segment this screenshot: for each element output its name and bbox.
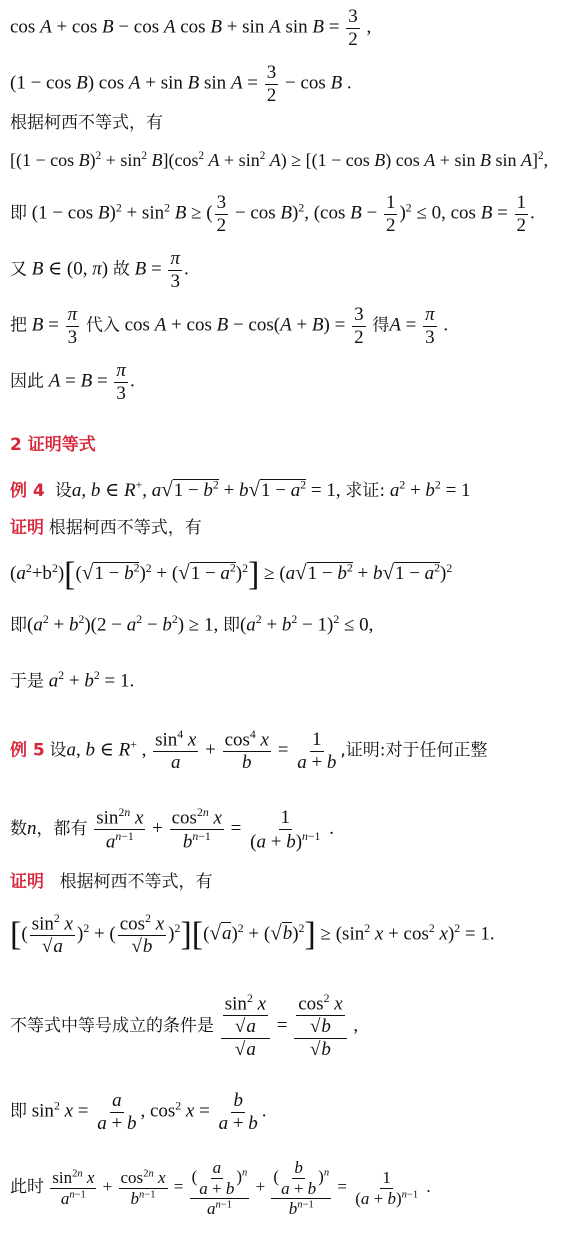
equation-line-7: 把 B = $\frac{\pi}{3}$ 代入 cos A + cos B − cos(A + B) = $\frac{3}{2}$ 得A = $\frac{\pi}{3}$ .	[10, 304, 449, 348]
equation-line-1: cos A + cos B − cos A cos B + sin A sin B = $\frac{3}{2}$ ,	[10, 6, 372, 50]
proof-2-line-5: 此时 $\frac{\sin^{2n} x}{a^{n-1}}$ + $\frac{\cos^{2n} x}{b^{n-1}}$ = ( $\frac{a}{a + b}$ )$^n$ $a^{n-1}$ + ( $\frac{b}{a + b}$ )$^n$ $b^{n-1}$ = $\frac{1}{(a + b)^{n-1}}$ .	[10, 1158, 431, 1219]
proof-1-intro: 证明 根据柯西不等式，有	[10, 518, 202, 538]
text-line-3: 根据柯西不等式，有	[10, 113, 163, 133]
proof-2-line-3: 不等式中等号成立的条件是 $\frac{\frac{\sin^2 x}{√a}}{√a}$ = $\frac{\frac{\cos^2 x}{√b}}{√b}$ ,	[10, 992, 359, 1061]
equation-line-5: 即 $(1 - \cos B)^2 + \sin^2 B$ ≥ ( $\frac{3}{2}$ − cos B)$^2$, (cos B − $\frac{1}{2}$ )$^2$ ≤ 0, cos B = $\frac{1}{2}$ .	[10, 192, 535, 236]
proof-1-line-2: $(a^2+b^2)[(√1 - b^2)^2 + (√1 - a^2)^2] \ge (a√1 - b^2 + b√1 - a^2)^2$	[10, 556, 453, 593]
proof-2-intro: 证明 根据柯西不等式，有	[10, 872, 213, 892]
proof-2-line-2: [( $\frac{\sin^2 x}{√a}$ )$^2$ + ( $\frac{\cos^2 x}{√b}$ )$^2][(√a)^2 + (√b)^2] \ge (\sin^2$ $x + \cos^2 x)^2 = 1$.	[10, 912, 495, 958]
proof-2-line-4: 即 $\sin^2 x$ = $\frac{a}{a + b}$ , $\cos^2 x$ = $\frac{b}{a + b}$ .	[10, 1090, 267, 1134]
example-5-continued: 数n，都有 $\frac{\sin^{2n} x}{a^{n-1}}$ + $\frac{\cos^{2n} x}{b^{n-1}}$ = $\frac{1}{(a + b)^{n-1}}$ .	[10, 806, 334, 853]
example-5-label: 例 5	[10, 740, 45, 761]
equation-line-4: $[(1 - \cos B)^2 + \sin^2 B](\cos^2$ $A + \sin^2 A) \ge [(1 - \cos B)$ cos A + sin B sin A]$^2$,	[10, 150, 549, 170]
equation-line-2: (1 − cos B) cos A + sin B sin A = $\frac{3}{2}$ − cos B .	[10, 62, 352, 106]
section-heading: 2 证明等式	[10, 435, 96, 455]
example-4: 例 4 设a, b ∈ R+, $a√1 - b^2 + b√1 - a^2 = 1$, 求证: $a^2 + b^2 = 1$	[10, 477, 471, 501]
proof-2-label: 证明	[10, 872, 44, 892]
proof-1-line-4: 于是 $a^2 + b^2 = 1$.	[10, 669, 135, 692]
equation-line-6: 又 B ∈ (0, π) 故 B = $\frac{\pi}{3}$ .	[10, 248, 189, 292]
proof-1-line-3: 即$(a^2 + b^2)(2 - a^2 - b^2) \ge 1$, 即$(a^2 + b^2 - 1)^2 \le 0$,	[10, 613, 374, 636]
example-5: 例 5 设a, b ∈ R+ , $\frac{\sin^4 x}{a}$ + $\frac{\cos^4 x}{b}$ = $\frac{1}{a + b}$ ,证明:对于任何正整	[10, 728, 488, 774]
equation-line-8: 因此 A = B = $\frac{\pi}{3}$ .	[10, 360, 135, 404]
proof-label: 证明	[10, 518, 44, 538]
example-4-label: 例 4	[10, 481, 45, 501]
